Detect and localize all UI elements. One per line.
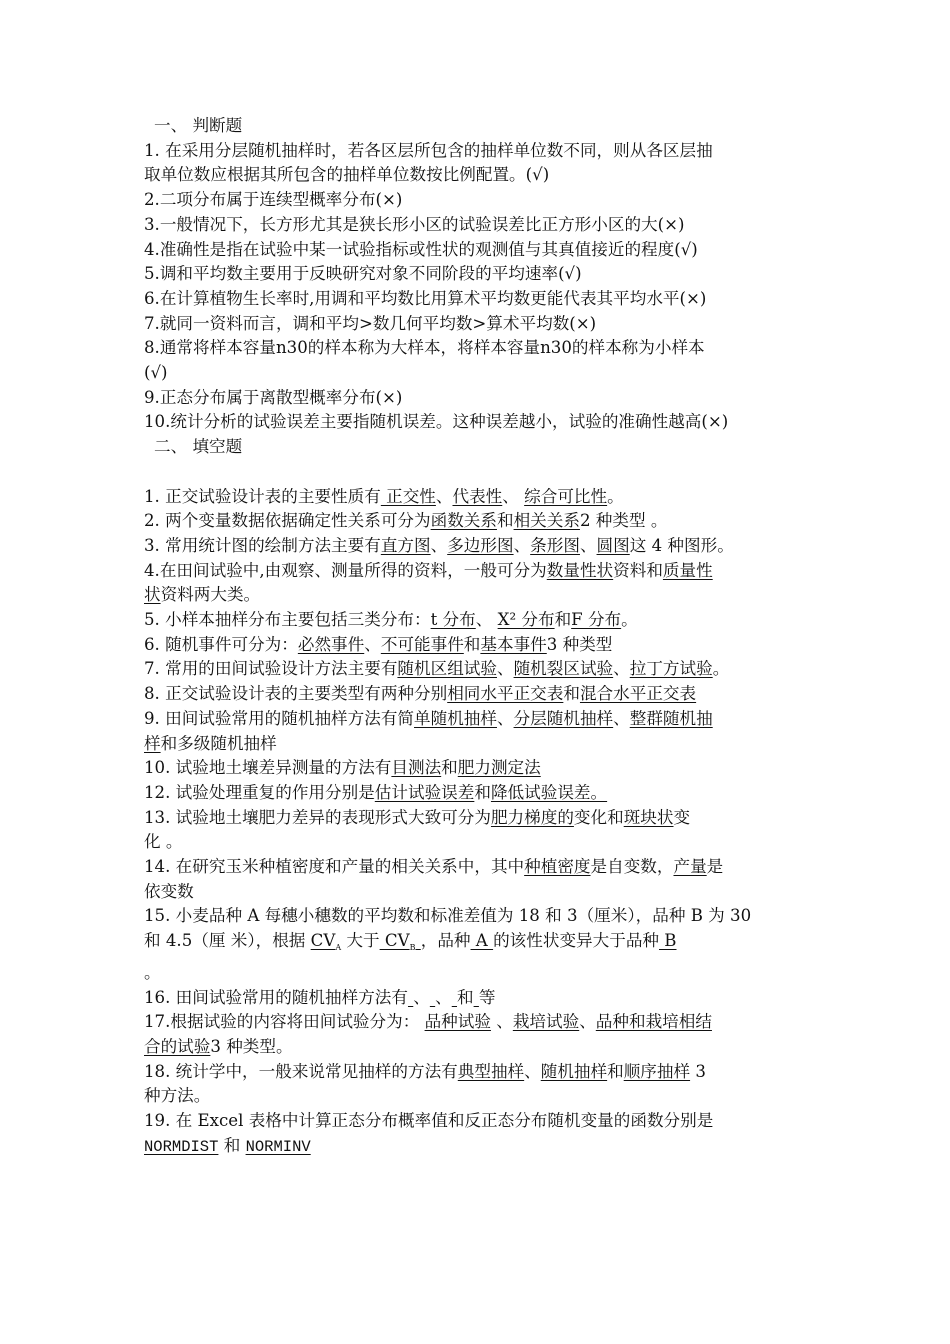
q1-sep: 、	[502, 486, 525, 506]
q15-answer-3: A	[470, 931, 494, 951]
q2-end: 2 种类型 。	[579, 511, 668, 531]
judge-item-5: 5.调和平均数主要用于反映研究对象不同阶段的平均速率(√)	[144, 264, 582, 284]
q3-answer-1: 直方图	[380, 535, 431, 555]
q13-answer-2: 斑块状	[623, 807, 674, 827]
q6-answer-3: 基本事件	[480, 634, 547, 654]
q1-answer-3: 综合可比性	[524, 486, 608, 506]
q12-sep: 和	[474, 782, 491, 802]
q10-answer-1: 目测法	[391, 758, 442, 778]
q15-end: 。	[144, 962, 161, 982]
q17-answer-2: 栽培试验	[512, 1012, 580, 1032]
q9-end: 和多级随机抽样	[160, 733, 277, 753]
q6-end: 3 种类型	[546, 634, 613, 654]
q15-sep: ，品种	[420, 931, 471, 951]
q15-text: 和 4.5（厘 米），根据	[144, 931, 311, 951]
q9-answer-3-cont: 样	[144, 733, 161, 753]
judge-item-9: 9.正态分布属于离散型概率分布(×)	[144, 387, 403, 407]
q9-answer-1: 单随机抽样	[414, 708, 497, 728]
judge-item-10: 10.统计分析的试验误差主要指随机误差。这种误差越小，试验的准确性越高(×)	[144, 412, 729, 432]
fill-item-19-line1	[144, 1109, 809, 1134]
q14-text: 14. 在研究玉米种植密度和产量的相关关系中，其中	[144, 857, 525, 877]
judge-item-8-line2: (√)	[144, 363, 168, 383]
fill-item-15-line3	[144, 961, 809, 986]
q19-answer-1: NORMDIST	[144, 1137, 219, 1156]
fill-item-10	[144, 756, 809, 781]
q12-answer-1: 估计试验误差	[374, 782, 475, 802]
fill-item-15-line1: 15. 小麦品种 A 每穗小穗数的平均数和标准差值为 18 和 3（厘米），品种 B 为 30	[144, 906, 752, 926]
q3-answer-3: 条形图	[530, 535, 580, 555]
q4-end: 资料两大类。	[160, 585, 261, 605]
q6-text: 6. 随机事件可分为：	[144, 634, 298, 654]
q7-answer-3: 拉丁方试验	[629, 659, 713, 679]
judge-item-4: 4.准确性是指在试验中某一试验指标或性状的观测值与其真值接近的程度(√)	[144, 239, 698, 259]
q5-sep: 和	[554, 610, 572, 630]
fill-item-9-line1	[144, 707, 809, 732]
fill-item-16	[144, 986, 809, 1011]
q18-cont: 3	[690, 1061, 706, 1081]
q9-answer-2: 分层随机抽样	[513, 708, 614, 728]
q5-answer-1: t 分布	[430, 610, 476, 630]
q18-sep: 和	[607, 1061, 624, 1081]
q1-sep: 、	[435, 486, 453, 506]
q14-sep: 是自变数，	[590, 857, 674, 877]
q12-answer-2: 降低试验误差。	[490, 782, 608, 802]
q3-sep: 、	[430, 535, 448, 555]
q7-end: 。	[712, 659, 730, 679]
q5-answer-3: F 分布	[571, 610, 622, 630]
q3-answer-4: 圆图	[596, 535, 630, 555]
q13-text: 13. 试验地土壤肥力差异的表现形式大致可分为	[144, 807, 491, 827]
q17-text: 17.根据试验的内容将田间试验分为：	[144, 1012, 425, 1032]
q2-answer-2: 相关关系	[513, 511, 580, 531]
spacer	[144, 460, 809, 485]
q18-answer-1: 典型抽样	[457, 1061, 525, 1081]
q3-end: 这 4 种图形。	[629, 535, 734, 555]
q16-sep: 、	[413, 987, 430, 1007]
q7-answer-1: 随机区组试验	[397, 659, 497, 679]
q17-answer-1: 品种试验	[424, 1012, 491, 1032]
q15-answer-1	[310, 931, 342, 953]
q5-sep: 、	[475, 610, 498, 630]
q8-sep: 和	[563, 684, 580, 704]
q4-sep: 资料和	[613, 560, 663, 580]
q6-answer-2: 不可能事件	[380, 634, 464, 654]
q1-answer-1: 正交性	[380, 486, 436, 506]
q9-sep: 、	[496, 708, 514, 728]
q7-sep: 、	[613, 659, 630, 679]
q18-answer-2: 随机抽样	[540, 1061, 608, 1081]
q6-sep: 和	[463, 634, 481, 654]
q15-cv-a: CV	[310, 931, 336, 951]
q7-text: 7. 常用的田间试验设计方法主要有	[144, 659, 398, 679]
q4-answer-1: 数量性状	[546, 560, 614, 580]
q10-answer-2: 肥力测定法	[457, 758, 541, 778]
q18-end: 种方法。	[144, 1086, 211, 1106]
q3-sep: 、	[579, 535, 597, 555]
fill-item-19-line2	[144, 1134, 809, 1160]
fill-item-4-line1	[144, 559, 809, 584]
q16-end: 等	[478, 987, 496, 1007]
q9-text: 9. 田间试验常用的随机抽样方法有简	[144, 708, 415, 728]
q1-text: 1. 正交试验设计表的主要性质有	[144, 486, 381, 506]
q10-text: 10. 试验地土壤差异测量的方法有	[144, 758, 392, 778]
q18-sep: 、	[524, 1061, 541, 1081]
document-body	[144, 114, 809, 1160]
fill-item-12	[144, 781, 809, 806]
judge-item-1-line2: 取单位数应根据其所包含的抽样单位数按比例配置。(√)	[144, 165, 550, 185]
fill-item-6	[144, 633, 809, 658]
q4-answer-2-cont: 状	[144, 585, 161, 605]
q14-answer-1: 种植密度	[524, 857, 591, 877]
fill-item-14-line1	[144, 855, 809, 880]
section1-heading: 一、 判断题	[154, 116, 243, 135]
q18-answer-3: 顺序抽样	[623, 1061, 691, 1081]
fill-item-3	[144, 534, 809, 559]
q16-text: 16. 田间试验常用的随机抽样方法有	[144, 987, 408, 1007]
q15-sep: 的该性状变异大于品种	[493, 931, 660, 951]
q1-answer-2: 代表性	[452, 486, 503, 506]
q12-text: 12. 试验处理重复的作用分别是	[144, 782, 375, 802]
q6-answer-1: 必然事件	[297, 634, 365, 654]
q15-answer-4: B	[659, 931, 677, 951]
q3-text: 3. 常用统计图的绘制方法主要有	[144, 535, 381, 555]
judge-item-6: 6.在计算植物生长率时,用调和平均数比用算术平均数更能代表其平均水平(×)	[144, 288, 707, 308]
q6-sep: 、	[364, 634, 381, 654]
judge-item-3: 3.一般情况下，长方形尤其是狭长形小区的试验误差比正方形小区的大(×)	[144, 214, 685, 234]
fill-item-9-line2	[144, 732, 809, 757]
q7-sep: 、	[496, 659, 514, 679]
fill-item-1	[144, 485, 809, 510]
q2-answer-1: 函数关系	[430, 511, 497, 531]
q17-sep: 、	[579, 1012, 596, 1032]
q4-answer-2: 质量性	[662, 560, 713, 580]
q15-cv-a-sub: A	[335, 943, 342, 953]
q10-sep: 和	[441, 758, 458, 778]
q2-text: 2. 两个变量数据依据确定性关系可分为	[144, 511, 431, 531]
q19-text: 19. 在 Excel 表格中计算正态分布概率值和反正态分布随机变量的函数分别是	[144, 1111, 714, 1131]
q7-answer-2: 随机裂区试验	[513, 659, 614, 679]
q14-cont: 是	[706, 857, 724, 877]
q14-answer-2: 产量	[673, 857, 707, 877]
fill-item-15-line2	[144, 929, 809, 961]
fill-item-5	[144, 608, 809, 633]
fill-item-18-line2	[144, 1084, 809, 1109]
q13-sep: 变化和	[573, 807, 624, 827]
q1-end: 。	[607, 486, 624, 506]
fill-item-13-line2	[144, 830, 809, 855]
section2-heading: 二、 填空题	[154, 437, 243, 457]
q3-answer-2: 多边形图	[447, 535, 514, 555]
q16-sep: 、	[435, 987, 452, 1007]
q17-end: 3 种类型。	[210, 1037, 293, 1056]
q17-answer-3: 品种和栽培相结	[595, 1012, 712, 1032]
fill-item-17-line2	[144, 1035, 809, 1060]
q3-sep: 、	[513, 535, 531, 555]
q8-answer-2: 混合水平正交表	[579, 684, 697, 704]
q17-answer-3-cont: 合的试验	[144, 1037, 211, 1056]
judge-item-7: 7.就同一资料而言，调和平均>数几何平均数>算术平均数(×)	[144, 313, 597, 333]
q16-sep: 和	[457, 987, 474, 1007]
fill-item-4-line2	[144, 583, 809, 608]
fill-item-8	[144, 682, 809, 707]
fill-item-18-line1	[144, 1060, 809, 1085]
judge-item-1-line1: 1. 在采用分层随机抽样时，若各区层所包含的抽样单位数不同，则从各区层抽	[144, 140, 713, 160]
q8-text: 8. 正交试验设计表的主要类型有两种分别	[144, 684, 448, 704]
q2-sep: 和	[496, 511, 514, 531]
fill-item-2	[144, 509, 809, 534]
fill-item-14-line2	[144, 880, 809, 905]
fill-item-7	[144, 657, 809, 682]
q13-answer-1: 肥力梯度的	[490, 807, 574, 827]
q13-cont: 变	[673, 807, 691, 827]
q15-answer-2	[379, 931, 421, 953]
q13-end: 化 。	[144, 832, 183, 852]
q8-answer-1: 相同水平正交表	[447, 684, 564, 704]
q5-answer-2: X² 分布	[497, 610, 555, 630]
q19-sep: 和	[218, 1135, 246, 1155]
q15-cv-b: CV	[379, 931, 410, 951]
q19-answer-2: NORMINV	[245, 1137, 311, 1156]
q4-text: 4.在田间试验中,由观察、测量所得的资料，一般可分为	[144, 560, 547, 580]
q15-sep: 大于	[341, 931, 380, 951]
q5-end: 。	[621, 610, 638, 630]
q9-answer-3: 整群随机抽	[629, 708, 713, 728]
judge-item-8-line1: 8.通常将样本容量n30的样本称为大样本，将样本容量n30的样本称为小样本	[144, 338, 705, 358]
q17-sep: 、	[490, 1012, 513, 1032]
fill-item-17-line1	[144, 1010, 809, 1035]
judge-item-2: 2.二项分布属于连续型概率分布(×)	[144, 190, 403, 210]
q14-end: 依变数	[144, 881, 194, 901]
q5-text: 5. 小样本抽样分布主要包括三类分布：	[144, 610, 431, 630]
q18-text: 18. 统计学中，一般来说常见抽样的方法有	[144, 1061, 458, 1081]
q15-cv-b-sub: B	[409, 943, 416, 953]
q9-sep: 、	[613, 708, 630, 728]
fill-item-13-line1	[144, 806, 809, 831]
